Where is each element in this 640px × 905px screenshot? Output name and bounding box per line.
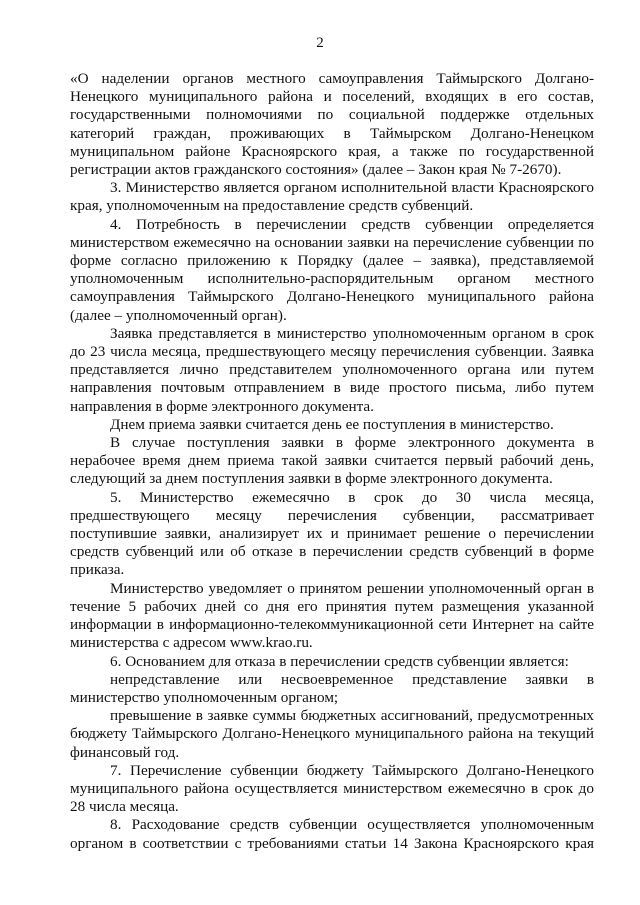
page-number: 2 (316, 35, 324, 51)
paragraph-refusal-reason-2: превышение в заявке суммы бюджетных ассигнований, предусмотренных бюджету Таймырского Долгано-Ненецкого муниципального района на текущий финансовый год. (70, 707, 594, 761)
paragraph-refusal-reason-1: непредставление или несвоевременное представление заявки в министерство уполномоченным органом; (70, 670, 594, 706)
paragraph-4: 4. Потребность в перечислении средств субвенции определяется министерством ежемесячно на основании заявки на перечисление субвенции по форме согласно приложению к Порядку (далее – заявка), представляемой уполномоченным исполнительно-распорядительным органом местного самоуправления Таймырского Долгано-Ненецкого муниципального района (далее – уполномоченный орган). (70, 215, 594, 324)
paragraph-8: 8. Расходование средств субвенции осуществляется уполномоченным органом в соответствии с требованиями статьи 14 Закона Красноярского края (70, 816, 594, 852)
paragraph-6: 6. Основанием для отказа в перечислении средств субвенции является: (110, 652, 569, 670)
paragraph-electronic-receipt: В случае поступления заявки в форме электронного документа в нерабочее время днем приема такой заявки считается первый рабочий день, следующий за днем поступления заявки в форме электронного документа. (70, 434, 594, 488)
paragraph-3: 3. Министерство является органом исполнительной власти Красноярского края, уполномоченным на предоставление средств субвенций. (70, 179, 594, 215)
paragraph-7: 7. Перечисление субвенции бюджету Таймырского Долгано-Ненецкого муниципального района осуществляется министерством ежемесячно в срок до 28 числа месяца. (70, 761, 594, 816)
document-body (70, 70, 594, 853)
paragraph-application-deadline: Заявка представляется в министерство уполномоченным органом в срок до 23 числа месяца, предшествующего месяцу перечисления субвенции. Заявка представляется лично представителем уполномоченного органа или путем направления почтовым отправлением в виде простого письма, либо путем направления в форме электронного документа. (70, 324, 594, 415)
paragraph-receipt-day: Днем приема заявки считается день ее поступления в министерство. (110, 415, 554, 433)
paragraph-law-reference: «О наделении органов местного самоуправления Таймырского Долгано-Ненецкого муниципального района и поселений, входящих в его состав, государственными полномочиями по социальной поддержке отдельных категорий граждан, проживающих в Таймырском Долгано-Ненецком муниципальном районе Красноярского края, а также по государственной регистрации актов гражданского состояния» (далее – Закон края № 7-2670). (70, 70, 594, 179)
paragraph-5: 5. Министерство ежемесячно в срок до 30 числа месяца, предшествующего месяцу перечисления субвенции, рассматривает поступившие заявки, анализирует их и принимает решение о перечислении средств субвенций или об отказе в перечислении средств субвенций в форме приказа. (70, 488, 594, 579)
paragraph-notification: Министерство уведомляет о принятом решении уполномоченный орган в течение 5 рабочих дней со дня его принятия путем размещения указанной информации в информационно-телекоммуникационной сети Интернет на сайте министерства с адресом www.krao.ru. (70, 579, 594, 652)
